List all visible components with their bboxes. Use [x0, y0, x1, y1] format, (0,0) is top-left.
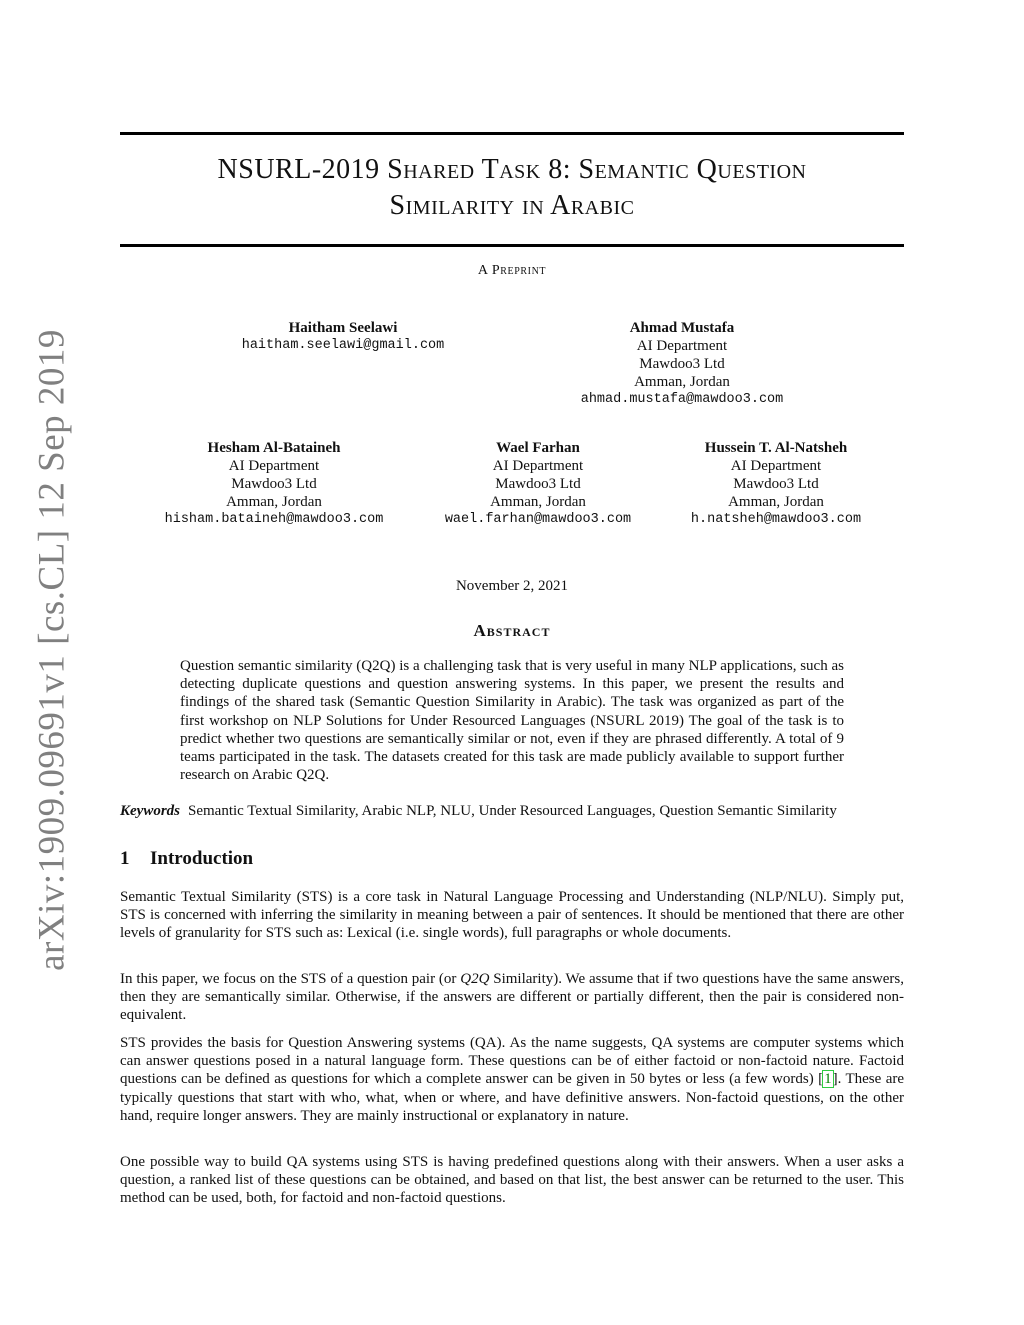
keywords-line	[120, 803, 920, 820]
abstract-text: Question semantic similarity (Q2Q) is a challenging task that is very useful in many NLP applications, such as detecting duplicate questions and question answering systems. In this paper, we present the results and findings of the shared task (Semantic Question Similarity in Arabic). The task was organized as part of the first workshop on NLP Solutions for Under Resourced Languages (NSURL 2019) The goal of the task is to predict whether two questions are semantically similar or not, even if they are phrased differently. A total of 9 teams participated in the task. The datasets created for this task are made publicly available to support further research on Arabic Q2Q.	[180, 658, 844, 784]
author-name: Haitham Seelawi	[288, 320, 398, 336]
intro-paragraph-1: Semantic Textual Similarity (STS) is a core task in Natural Language Processing and Understanding (NLP/NLU). Simply put, STS is concerned with inferring the similarity in meaning between a pair of sentences. It should be mentioned that there are other levels of granularity for STS such as: Lexical (i.e. single words), full paragraphs or whole documents.	[120, 889, 904, 942]
intro-paragraph-3: STS provides the basis for Question Answering systems (QA). As the name suggests, QA systems are computer systems which can answer questions posed in a natural language form. These questions can be of either factoid or non-factoid nature. Factoid questions can be defined as questions for which a complete answer can be given in 50 bytes or less (a few words) [1]. These are typically questions that start with who, what, when or where, and have definitive answers. Non-factoid questions, on the other hand, require longer answers. They are mainly instructional or explanatory in nature.	[120, 1035, 904, 1124]
author-company: Mawdoo3 Ltd	[495, 476, 581, 492]
author-block-5	[678, 439, 874, 529]
author-department: AI Department	[730, 458, 822, 474]
emphasis-q2q: Q2Q	[460, 971, 490, 987]
author-name: Hussein T. Al-Natsheh	[704, 440, 848, 456]
author-email[interactable]: wael.farhan@mawdoo3.com	[444, 512, 632, 527]
intro-paragraph-2	[120, 970, 904, 1025]
author-department: AI Department	[636, 338, 728, 354]
author-company: Mawdoo3 Ltd	[733, 476, 819, 492]
publication-date: November 2, 2021	[455, 578, 569, 594]
section-title: Introduction	[150, 848, 254, 869]
paragraph-text: In this paper, we focus on the STS of a question pair (or	[120, 971, 457, 987]
keywords-text: Semantic Textual Similarity, Arabic NLP, NLU, Under Resourced Languages, Question Semantic Similarity	[188, 803, 837, 819]
author-name: Ahmad Mustafa	[629, 320, 735, 336]
intro-paragraph-4: One possible way to build QA systems using STS is having predefined questions along with their answers. When a user asks a question, a ranked list of these questions can be obtained, and based on that list, the best answer can be returned to the user. This method can be used, both, for factoid and non-factoid questions.	[120, 1154, 904, 1207]
title-line-1: NSURL-2019 Shared Task 8: Semantic Question	[217, 154, 807, 185]
paper-title	[120, 152, 904, 224]
author-block-4	[432, 439, 644, 529]
author-block-2	[568, 319, 796, 409]
author-department: AI Department	[492, 458, 584, 474]
author-location: Amman, Jordan	[728, 494, 824, 510]
title-bottom-rule	[120, 244, 904, 247]
author-name: Hesham Al-Bataineh	[207, 440, 341, 456]
author-email[interactable]: haitham.seelawi@gmail.com	[241, 338, 445, 353]
author-block-3	[150, 439, 398, 529]
preprint-label: A Preprint	[477, 263, 547, 278]
section-number: 1	[120, 848, 130, 869]
paragraph-text: Similarity). We assume that if two questions have the same answers, then they are semantically similar. Otherwise, if the answers are different or partially different, then the pair is considered non-equivalent.	[120, 971, 905, 1024]
author-company: Mawdoo3 Ltd	[639, 356, 725, 372]
keywords-label: Keywords	[120, 803, 180, 819]
author-block-1	[230, 319, 456, 355]
author-department: AI Department	[228, 458, 320, 474]
author-email[interactable]: ahmad.mustafa@mawdoo3.com	[580, 392, 784, 407]
title-line-2: Similarity in Arabic	[389, 190, 635, 221]
title-top-rule	[120, 132, 904, 135]
citation-link[interactable]: 1	[824, 1071, 832, 1088]
author-company: Mawdoo3 Ltd	[231, 476, 317, 492]
arxiv-identifier-stamp: arXiv:1909.09691v1 [cs.CL] 12 Sep 2019	[31, 329, 73, 971]
paragraph-text: . These are typically questions that start with who, what, when or where, and have definitive answers. Non-factoid questions, on the other hand, require longer answers. They are mainly instructional or explanatory in nature.	[120, 1071, 904, 1124]
author-name: Wael Farhan	[496, 440, 580, 456]
author-location: Amman, Jordan	[634, 374, 730, 390]
section-heading	[120, 848, 253, 870]
author-location: Amman, Jordan	[490, 494, 586, 510]
author-location: Amman, Jordan	[226, 494, 322, 510]
abstract-heading: Abstract	[473, 621, 551, 640]
paragraph-text: STS provides the basis for Question Answering systems (QA). As the name suggests, QA systems are computer systems which can answer questions posed in a natural language form. These questions can be of either factoid or non-factoid nature. Factoid questions can be defined as questions for which a complete answer can be given in 50 bytes or less (a few words)	[120, 1035, 904, 1088]
author-email[interactable]: h.natsheh@mawdoo3.com	[690, 512, 862, 527]
author-email[interactable]: hisham.bataineh@mawdoo3.com	[164, 512, 384, 527]
